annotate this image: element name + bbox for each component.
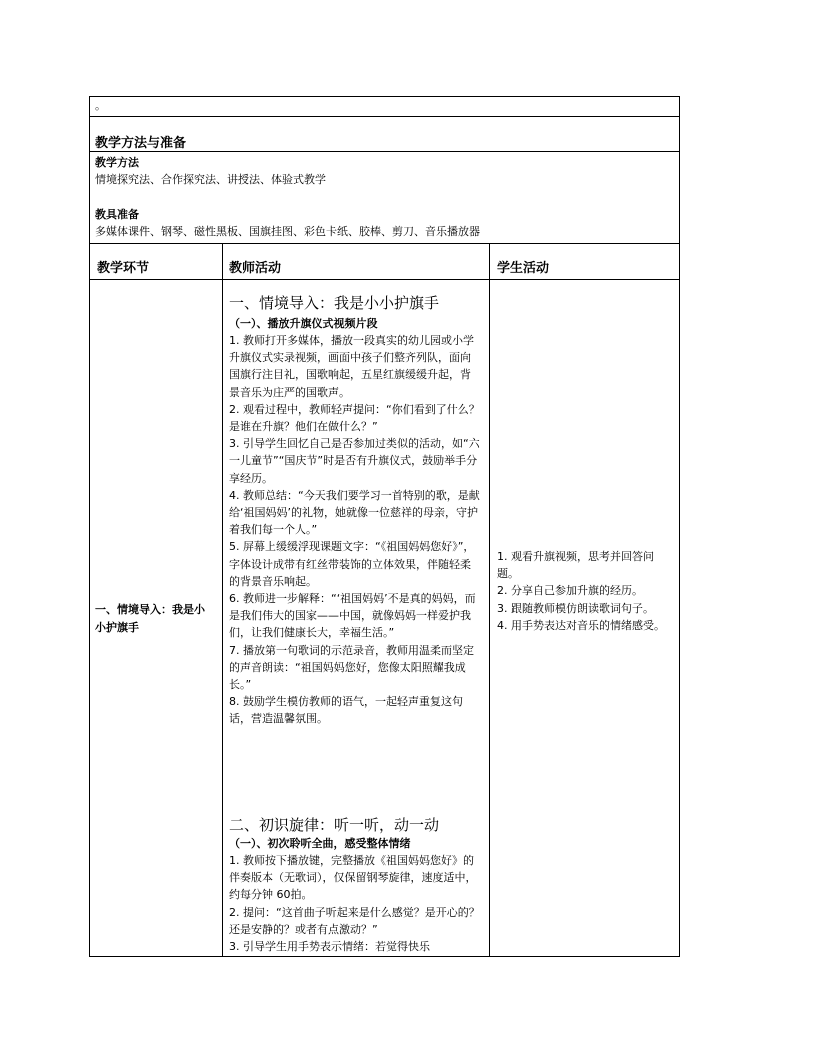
header-stage: 教学环节 [97, 261, 150, 276]
row-divider [89, 151, 680, 152]
header-teacher: 教师活动 [229, 261, 282, 276]
teacher-part2-subtitle: （一）、初次聆听全曲，感受整体情绪 [229, 837, 411, 850]
row-divider [89, 279, 680, 280]
teacher-part1-subtitle: （一）、播放升旗仪式视频片段 [229, 317, 378, 330]
list-item: 6. 教师进一步解释：“‘祖国妈妈’不是真的妈妈，而是我们伟大的国家——中国，就像妈妈一样爱护我们，让我们健康长大，幸福生活。” [229, 592, 476, 640]
list-item: 3. 引导学生回忆自己是否参加过类似的活动，如“六一儿童节”“国庆节”时是否有升旗仪式，鼓励举手分享经历。 [229, 437, 480, 485]
methods-label: 教学方法 [95, 156, 139, 169]
column-divider [489, 243, 490, 957]
list-item: 2. 观看过程中，教师轻声提问：“你们看到了什么？是谁在升旗？他们在做什么？” [229, 402, 480, 434]
top-mark: 。 [95, 99, 106, 112]
column-divider [222, 243, 223, 957]
methods-text: 情境探究法、合作探究法、讲授法、体验式教学 [95, 173, 326, 186]
row-divider [89, 116, 680, 117]
list-item: 3. 跟随教师模仿朗读歌词句子。 [497, 601, 654, 615]
header-student: 学生活动 [497, 261, 550, 276]
tools-label: 教具准备 [95, 208, 139, 221]
list-item: 5. 屏幕上缓缓浮现课题文字：“《祖国妈妈您好》”，字体设计成带有红丝带装饰的立体效果，伴随轻柔的背景音乐响起。 [229, 540, 475, 588]
teacher-part1-list [229, 332, 480, 728]
list-item: 2. 提问：“这首曲子听起来是什么感觉？是开心的？还是安静的？或者有点激动？” [229, 905, 480, 936]
list-item: 4. 用手势表达对音乐的情绪感受。 [497, 618, 665, 632]
list-item: 3. 引导学生用手势表示情绪：若觉得快乐 [229, 940, 430, 954]
lesson-plan-page [89, 96, 680, 957]
section-title: 教学方法与准备 [95, 136, 187, 151]
list-item: 1. 教师打开多媒体，播放一段真实的幼儿园或小学升旗仪式实录视频，画面中孩子们整齐列队，面向国旗行注目礼，国歌响起，五星红旗缓缓升起，背景音乐为庄严的国歌声。 [229, 334, 474, 399]
list-item: 2. 分享自己参加升旗的经历。 [497, 584, 643, 598]
row-divider [89, 243, 680, 244]
list-item: 1. 观看升旗视频，思考并回答问题。 [497, 550, 654, 581]
teacher-part1-title: 一、情境导入：我是小小护旗手 [229, 294, 440, 312]
student-activity-list [497, 548, 672, 634]
list-item: 4. 教师总结：“今天我们要学习一首特别的歌，是献给‘祖国妈妈’的礼物，她就像一位慈祥的母亲，守护着我们每一个人。” [229, 488, 480, 537]
tools-text: 多媒体课件、钢琴、磁性黑板、国旗挂图、彩色卡纸、胶棒、剪刀、音乐播放器 [95, 225, 480, 238]
stage-label: 一、情境导入：我是小小护旗手 [95, 603, 205, 634]
list-item: 1. 教师按下播放键，完整播放《祖国妈妈您好》的伴奏版本（无歌词），仅保留钢琴旋律，速度适中，约每分钟 60拍。 [229, 854, 477, 902]
list-item: 7. 播放第一句歌词的示范录音，教师用温柔而坚定的声音朗读：“祖国妈妈您好，您像太阳照耀我成长。” [229, 643, 474, 692]
list-item: 8. 鼓励学生模仿教师的语气，一起轻声重复这句话，营造温馨氛围。 [229, 695, 463, 726]
teacher-part2-title: 二、初识旋律：听一听，动一动 [229, 816, 440, 834]
teacher-part2-list [229, 852, 480, 954]
